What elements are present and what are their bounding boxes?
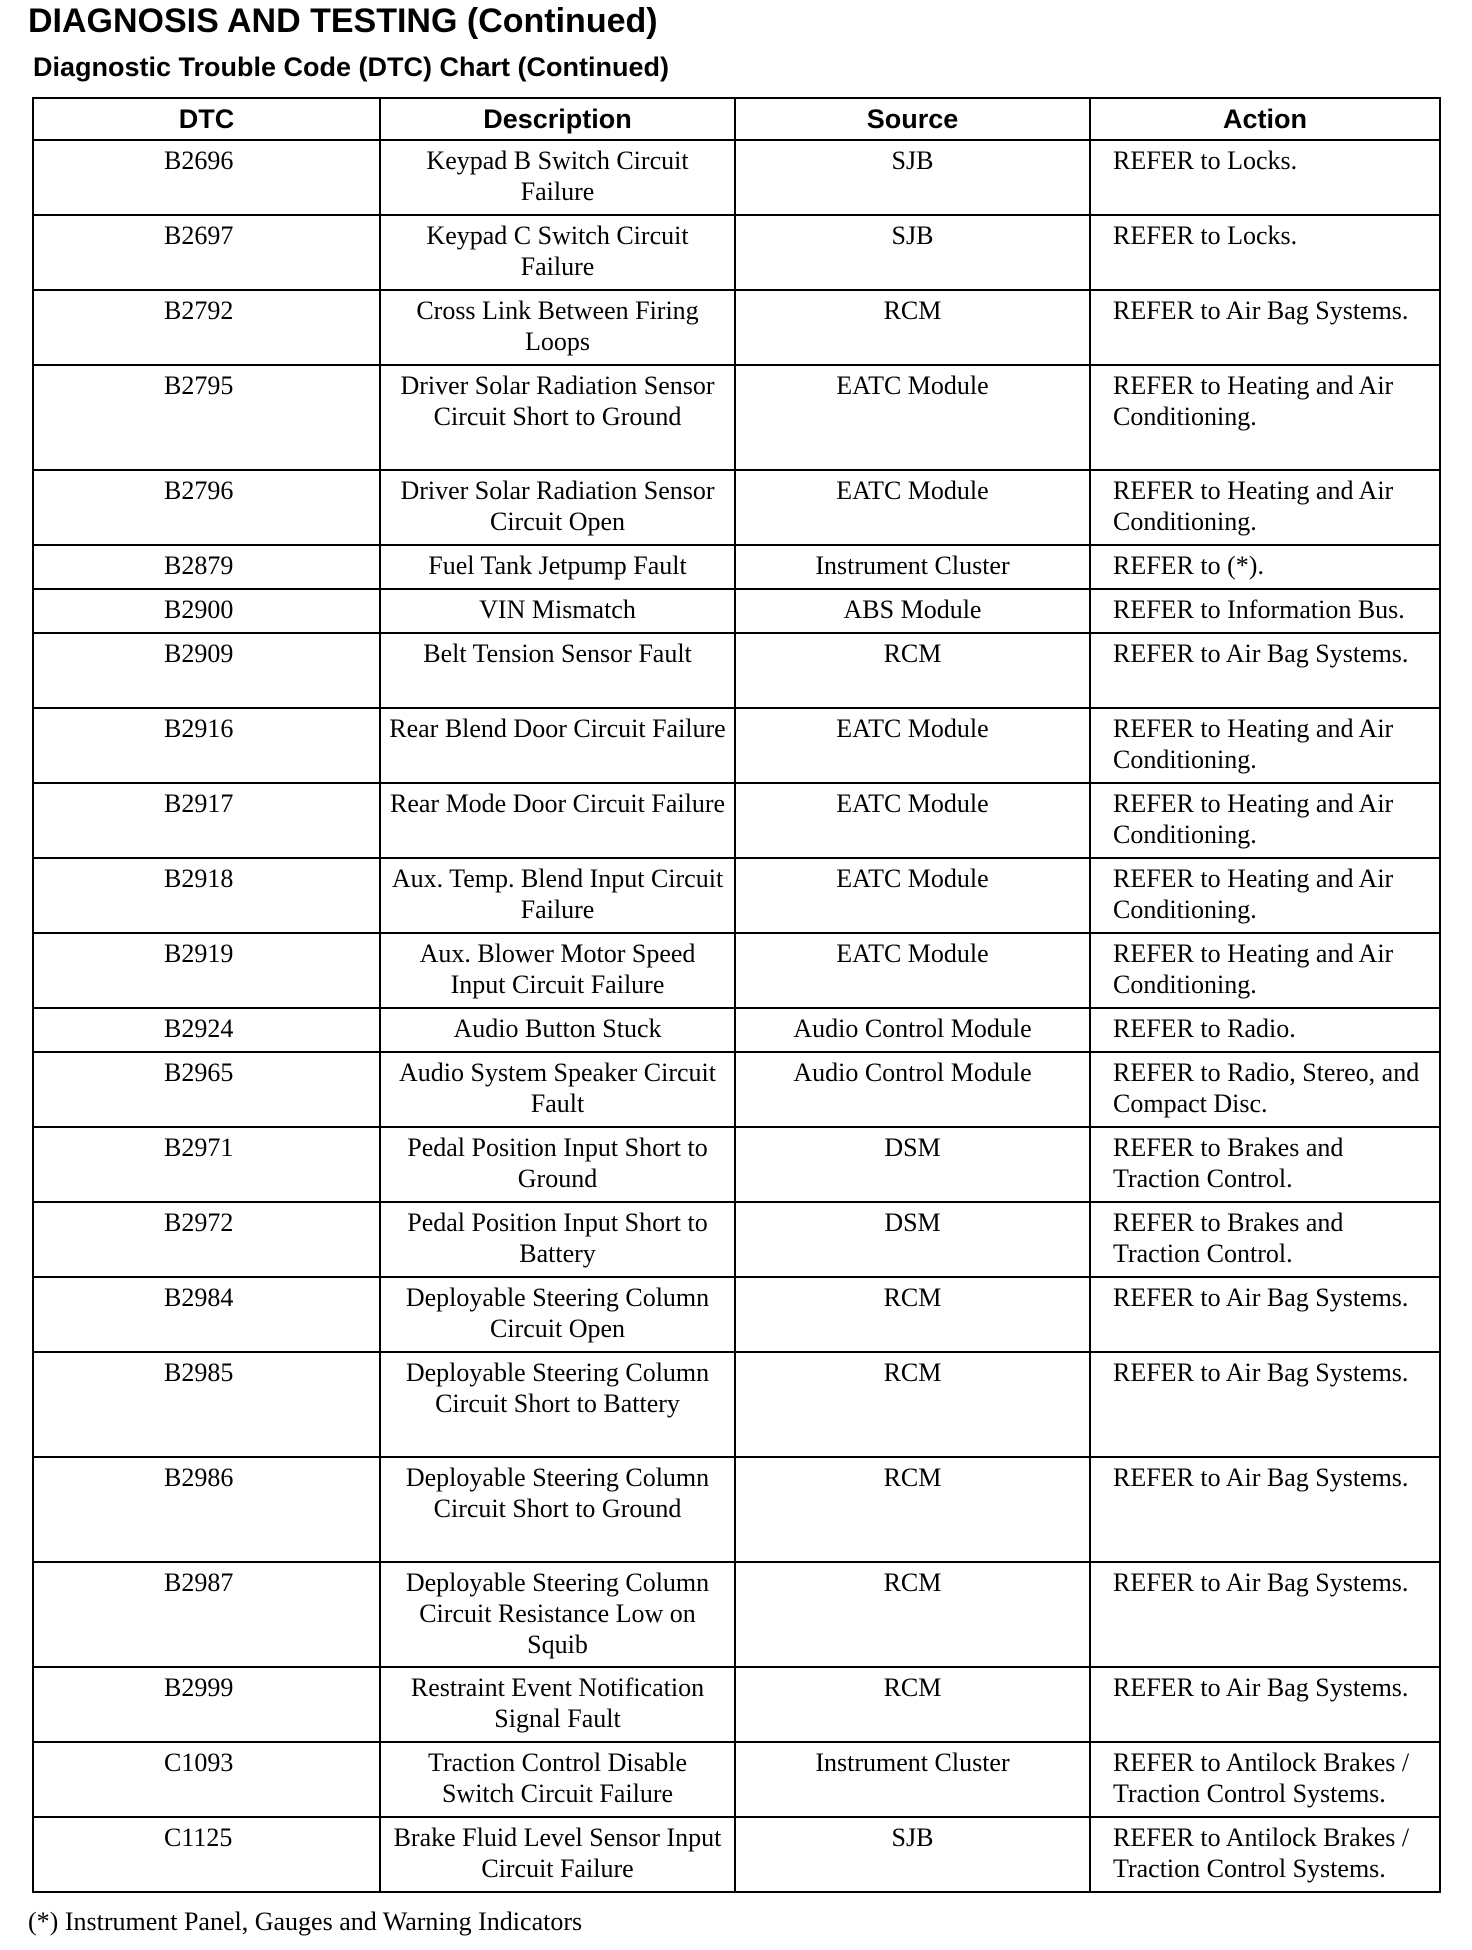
table-row xyxy=(33,858,1440,933)
source-cell: EATC Module xyxy=(735,783,1090,858)
action-cell: REFER to Heating and Air Conditioning. xyxy=(1090,470,1440,545)
source-cell: Audio Control Module xyxy=(735,1008,1090,1052)
action-cell: REFER to Information Bus. xyxy=(1090,589,1440,633)
action-cell: REFER to Brakes and Traction Control. xyxy=(1090,1127,1440,1202)
description-cell: Deployable Steering Column Circuit Resistance Low on Squib xyxy=(380,1562,735,1667)
description-cell: Fuel Tank Jetpump Fault xyxy=(380,545,735,589)
table-row xyxy=(33,708,1440,783)
table-row xyxy=(33,1742,1440,1817)
source-cell: SJB xyxy=(735,140,1090,215)
dtc-code-cell: B2984 xyxy=(33,1277,380,1352)
source-cell: RCM xyxy=(735,1562,1090,1667)
dtc-chart-table xyxy=(32,97,1441,1893)
action-cell: REFER to (*). xyxy=(1090,545,1440,589)
action-cell: REFER to Radio, Stereo, and Compact Disc. xyxy=(1090,1052,1440,1127)
source-cell: RCM xyxy=(735,1277,1090,1352)
column-header-source: Source xyxy=(735,98,1090,140)
description-cell: Rear Blend Door Circuit Failure xyxy=(380,708,735,783)
action-cell: REFER to Heating and Air Conditioning. xyxy=(1090,365,1440,470)
dtc-code-cell: B2919 xyxy=(33,933,380,1008)
table-body xyxy=(33,140,1440,1892)
dtc-code-cell: B2986 xyxy=(33,1457,380,1562)
source-cell: RCM xyxy=(735,1352,1090,1457)
source-cell: RCM xyxy=(735,1667,1090,1742)
action-cell: REFER to Antilock Brakes / Traction Control Systems. xyxy=(1090,1742,1440,1817)
table-header-row xyxy=(33,98,1440,140)
source-cell: ABS Module xyxy=(735,589,1090,633)
action-cell: REFER to Heating and Air Conditioning. xyxy=(1090,708,1440,783)
description-cell: Deployable Steering Column Circuit Short to Battery xyxy=(380,1352,735,1457)
table-row xyxy=(33,1352,1440,1457)
description-cell: Pedal Position Input Short to Ground xyxy=(380,1127,735,1202)
description-cell: Belt Tension Sensor Fault xyxy=(380,633,735,708)
table-row xyxy=(33,783,1440,858)
description-cell: VIN Mismatch xyxy=(380,589,735,633)
description-cell: Deployable Steering Column Circuit Open xyxy=(380,1277,735,1352)
source-cell: EATC Module xyxy=(735,933,1090,1008)
dtc-code-cell: B2985 xyxy=(33,1352,380,1457)
dtc-code-cell: B2916 xyxy=(33,708,380,783)
table-row xyxy=(33,470,1440,545)
description-cell: Aux. Blower Motor Speed Input Circuit Failure xyxy=(380,933,735,1008)
dtc-code-cell: C1093 xyxy=(33,1742,380,1817)
action-cell: REFER to Radio. xyxy=(1090,1008,1440,1052)
dtc-code-cell: C1125 xyxy=(33,1817,380,1892)
table-row xyxy=(33,589,1440,633)
dtc-code-cell: B2900 xyxy=(33,589,380,633)
dtc-code-cell: B2999 xyxy=(33,1667,380,1742)
table-row xyxy=(33,1127,1440,1202)
source-cell: EATC Module xyxy=(735,708,1090,783)
description-cell: Aux. Temp. Blend Input Circuit Failure xyxy=(380,858,735,933)
table-row xyxy=(33,1008,1440,1052)
dtc-code-cell: B2917 xyxy=(33,783,380,858)
dtc-code-cell: B2909 xyxy=(33,633,380,708)
dtc-code-cell: B2971 xyxy=(33,1127,380,1202)
action-cell: REFER to Air Bag Systems. xyxy=(1090,290,1440,365)
table-row xyxy=(33,1052,1440,1127)
dtc-code-cell: B2965 xyxy=(33,1052,380,1127)
table-row xyxy=(33,1817,1440,1892)
table-row xyxy=(33,1277,1440,1352)
table-row xyxy=(33,633,1440,708)
dtc-code-cell: B2696 xyxy=(33,140,380,215)
table-row xyxy=(33,1667,1440,1742)
column-header-action: Action xyxy=(1090,98,1440,140)
source-cell: DSM xyxy=(735,1127,1090,1202)
description-cell: Pedal Position Input Short to Battery xyxy=(380,1202,735,1277)
source-cell: EATC Module xyxy=(735,365,1090,470)
table-row xyxy=(33,140,1440,215)
action-cell: REFER to Air Bag Systems. xyxy=(1090,1277,1440,1352)
action-cell: REFER to Heating and Air Conditioning. xyxy=(1090,858,1440,933)
action-cell: REFER to Brakes and Traction Control. xyxy=(1090,1202,1440,1277)
action-cell: REFER to Locks. xyxy=(1090,140,1440,215)
description-cell: Driver Solar Radiation Sensor Circuit Short to Ground xyxy=(380,365,735,470)
action-cell: REFER to Heating and Air Conditioning. xyxy=(1090,783,1440,858)
dtc-code-cell: B2795 xyxy=(33,365,380,470)
table-row xyxy=(33,290,1440,365)
source-cell: Audio Control Module xyxy=(735,1052,1090,1127)
chart-title: Diagnostic Trouble Code (DTC) Chart (Continued) xyxy=(33,52,669,82)
action-cell: REFER to Air Bag Systems. xyxy=(1090,1352,1440,1457)
description-cell: Keypad C Switch Circuit Failure xyxy=(380,215,735,290)
dtc-code-cell: B2972 xyxy=(33,1202,380,1277)
dtc-code-cell: B2796 xyxy=(33,470,380,545)
dtc-code-cell: B2792 xyxy=(33,290,380,365)
dtc-code-cell: B2987 xyxy=(33,1562,380,1667)
column-header-dtc: DTC xyxy=(33,98,380,140)
source-cell: RCM xyxy=(735,290,1090,365)
source-cell: Instrument Cluster xyxy=(735,545,1090,589)
action-cell: REFER to Air Bag Systems. xyxy=(1090,633,1440,708)
column-header-description: Description xyxy=(380,98,735,140)
section-title: DIAGNOSIS AND TESTING (Continued) xyxy=(28,2,658,40)
table-row xyxy=(33,1457,1440,1562)
source-cell: Instrument Cluster xyxy=(735,1742,1090,1817)
description-cell: Audio Button Stuck xyxy=(380,1008,735,1052)
description-cell: Traction Control Disable Switch Circuit Failure xyxy=(380,1742,735,1817)
description-cell: Rear Mode Door Circuit Failure xyxy=(380,783,735,858)
description-cell: Cross Link Between Firing Loops xyxy=(380,290,735,365)
description-cell: Audio System Speaker Circuit Fault xyxy=(380,1052,735,1127)
dtc-code-cell: B2697 xyxy=(33,215,380,290)
table-row xyxy=(33,215,1440,290)
action-cell: REFER to Air Bag Systems. xyxy=(1090,1457,1440,1562)
table-row xyxy=(33,1202,1440,1277)
table-row xyxy=(33,365,1440,470)
source-cell: SJB xyxy=(735,215,1090,290)
source-cell: RCM xyxy=(735,633,1090,708)
action-cell: REFER to Antilock Brakes / Traction Control Systems. xyxy=(1090,1817,1440,1892)
table-row xyxy=(33,1562,1440,1667)
action-cell: REFER to Air Bag Systems. xyxy=(1090,1562,1440,1667)
footnote: (*) Instrument Panel, Gauges and Warning Indicators xyxy=(28,1907,583,1936)
dtc-code-cell: B2879 xyxy=(33,545,380,589)
description-cell: Deployable Steering Column Circuit Short to Ground xyxy=(380,1457,735,1562)
source-cell: EATC Module xyxy=(735,858,1090,933)
description-cell: Restraint Event Notification Signal Fault xyxy=(380,1667,735,1742)
description-cell: Brake Fluid Level Sensor Input Circuit Failure xyxy=(380,1817,735,1892)
table-row xyxy=(33,545,1440,589)
source-cell: DSM xyxy=(735,1202,1090,1277)
description-cell: Keypad B Switch Circuit Failure xyxy=(380,140,735,215)
description-cell: Driver Solar Radiation Sensor Circuit Open xyxy=(380,470,735,545)
source-cell: EATC Module xyxy=(735,470,1090,545)
dtc-code-cell: B2924 xyxy=(33,1008,380,1052)
source-cell: RCM xyxy=(735,1457,1090,1562)
source-cell: SJB xyxy=(735,1817,1090,1892)
action-cell: REFER to Heating and Air Conditioning. xyxy=(1090,933,1440,1008)
table-row xyxy=(33,933,1440,1008)
action-cell: REFER to Locks. xyxy=(1090,215,1440,290)
action-cell: REFER to Air Bag Systems. xyxy=(1090,1667,1440,1742)
dtc-code-cell: B2918 xyxy=(33,858,380,933)
